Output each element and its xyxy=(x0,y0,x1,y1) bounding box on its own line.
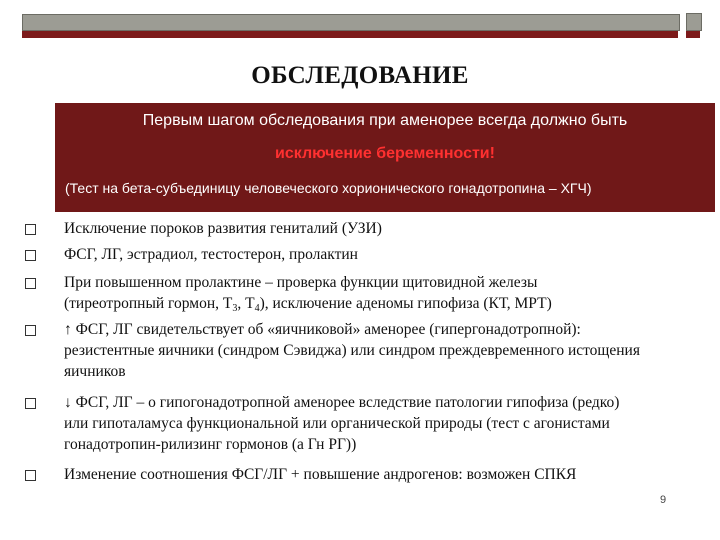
text-fragment: ), исключение аденомы гипофиза (КТ, МРТ) xyxy=(259,295,552,312)
banner-text: Первым шагом обследования при аменорее всегда должно быть xyxy=(142,112,628,129)
list-item-text: ФСГ, ЛГ, эстрадиол, тестостерон, пролактин xyxy=(64,246,358,263)
subscript: 4 xyxy=(254,303,260,314)
list-item-text xyxy=(64,392,704,455)
list-item-line: яичников xyxy=(64,363,126,380)
list-item-line: гонадотропин-рилизинг гормонов (а Гн РГ)) xyxy=(64,436,357,453)
list-item-line: или гипоталамуса функциональной или органической природы (тест с агонистами xyxy=(64,415,610,432)
list-item-line: резистентные яичники (синдром Сэвиджа) или синдром преждевременного истощения xyxy=(64,342,640,359)
page-title: ОБСЛЕДОВАНИЕ xyxy=(251,62,469,89)
page-number: 9 xyxy=(660,494,667,506)
corner-square xyxy=(686,13,702,31)
bullet-square-icon xyxy=(25,224,36,235)
bullet-square-icon xyxy=(25,470,36,481)
bullet-square-icon xyxy=(25,325,36,336)
text-fragment: (тиреотропный гормон, Т xyxy=(64,295,233,312)
text-fragment: , Т xyxy=(237,295,255,312)
list-item-line: При повышенном пролактине – проверка функции щитовидной железы xyxy=(64,274,538,291)
list-item-text xyxy=(64,319,704,382)
bullet-square-icon xyxy=(25,278,36,289)
header-bar-red xyxy=(22,31,678,38)
list-item-text xyxy=(64,272,704,314)
banner-emphasis: исключение беременности! xyxy=(275,145,495,162)
list-item-line: ↓ ФСГ, ЛГ – о гипогонадотропной аменорее вследствие патологии гипофиза (редко) xyxy=(64,394,620,411)
banner-note: (Тест на бета-субъединицу человеческого хорионического гонадотропина – ХГЧ) xyxy=(65,180,592,196)
bullet-square-icon xyxy=(25,398,36,409)
header-bar-gray xyxy=(22,14,680,31)
subscript: 3 xyxy=(232,303,238,314)
list-item-text: Изменение соотношения ФСГ/ЛГ + повышение андрогенов: возможен СПКЯ xyxy=(64,466,577,483)
list-item-line: ↑ ФСГ, ЛГ свидетельствует об «яичниковой» аменорее (гипергонадотропной): xyxy=(64,321,581,338)
list-item-text: Исключение пороков развития гениталий (УЗИ) xyxy=(64,220,382,237)
corner-square-red xyxy=(686,31,700,38)
list-item-line xyxy=(64,293,704,314)
bullet-square-icon xyxy=(25,250,36,261)
highlight-banner xyxy=(55,103,715,212)
